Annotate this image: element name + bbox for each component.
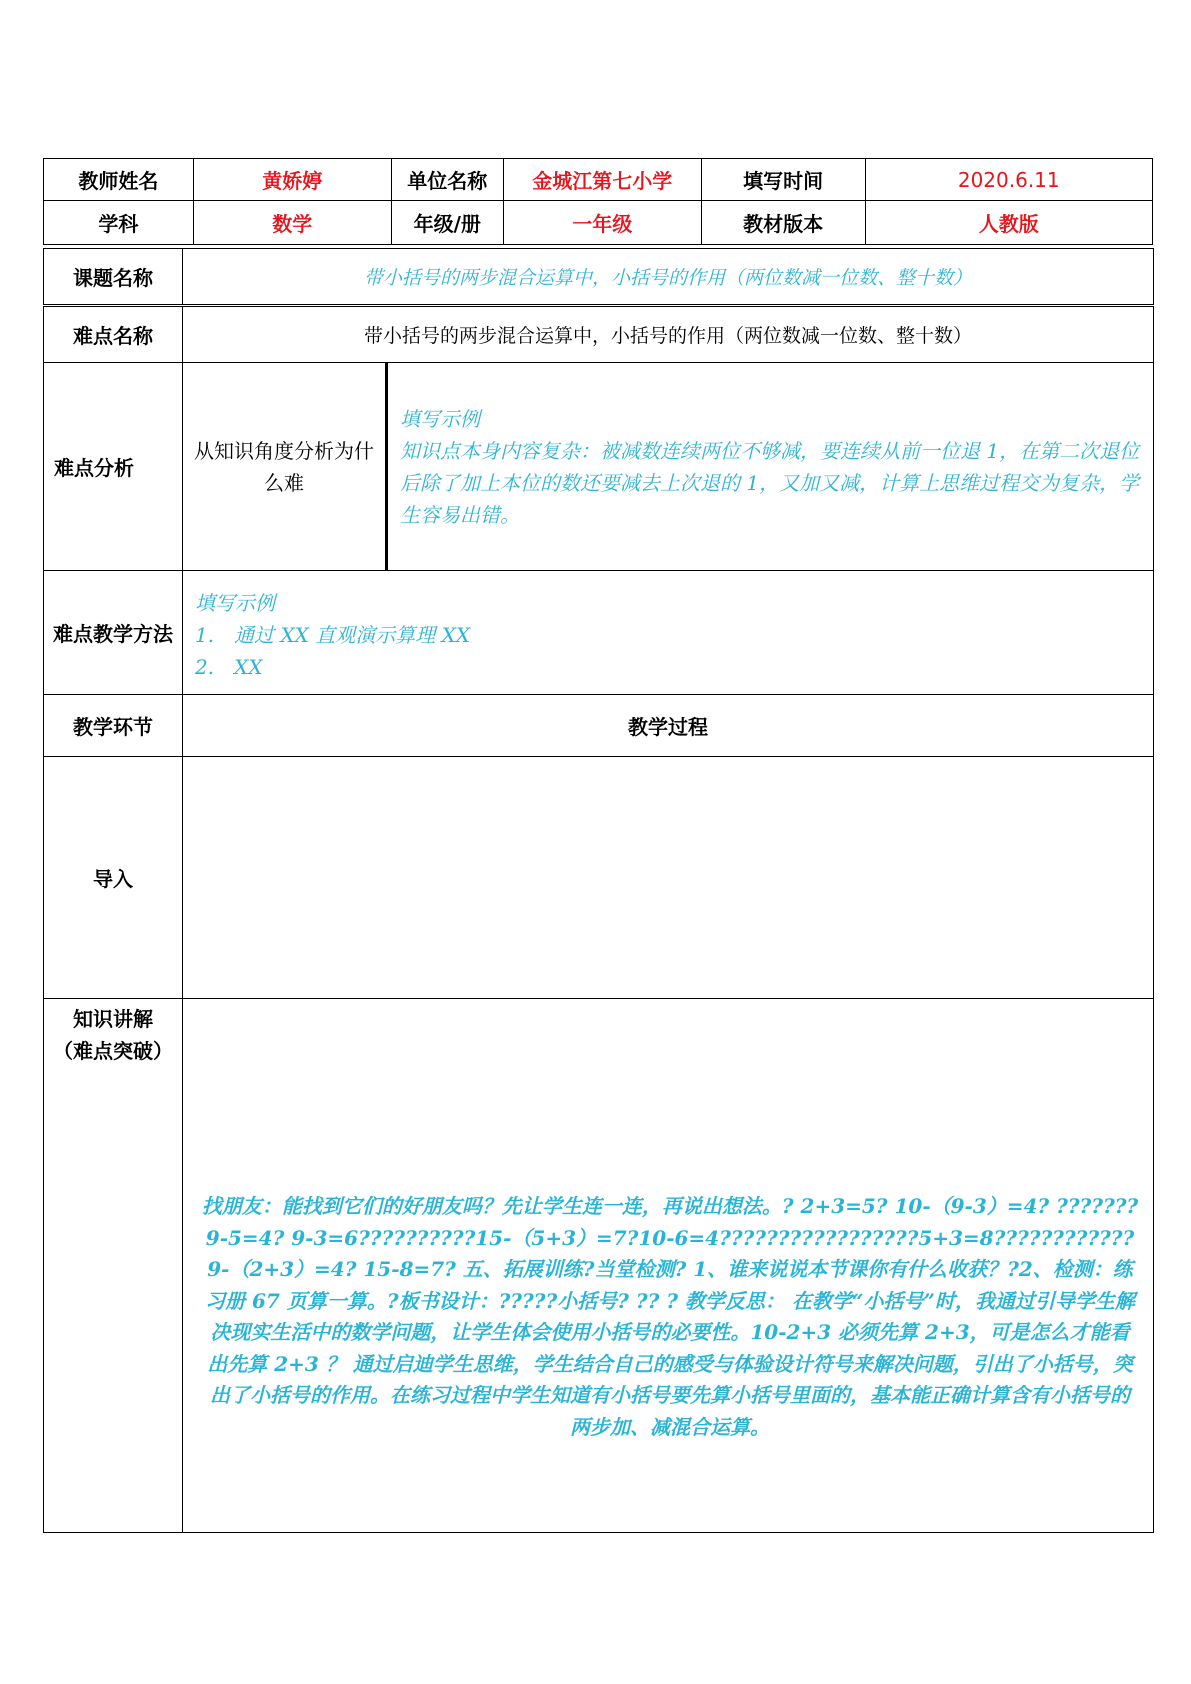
- explanation-label-line2: （难点突破）: [53, 1039, 173, 1063]
- difficulty-label: 难点名称: [44, 307, 183, 363]
- intro-label: 导入: [44, 757, 183, 999]
- explanation-label: [44, 999, 183, 1533]
- analysis-table: [43, 362, 1154, 571]
- date-label: 填写时间: [701, 159, 865, 201]
- analysis-sub-label: 从知识角度分析为什么难: [183, 363, 387, 571]
- topic-label: 课题名称: [44, 249, 183, 305]
- stage-label: 教学环节: [44, 695, 183, 757]
- explanation-table: [43, 998, 1154, 1533]
- date-value: 2020.6.11: [865, 159, 1153, 201]
- unit-label: 单位名称: [391, 159, 503, 201]
- method-item-2: 2. XX: [195, 655, 263, 679]
- method-example: [183, 571, 1154, 695]
- unit-name: 金城江第七小学: [503, 159, 701, 201]
- header-table: [43, 158, 1153, 245]
- method-item-1: 1. 通过 XX 直观演示算理 XX: [195, 623, 471, 647]
- analysis-example: [387, 363, 1154, 571]
- method-table: [43, 570, 1154, 695]
- method-label: 难点教学方法: [44, 571, 183, 695]
- difficulty-value: 带小括号的两步混合运算中，小括号的作用（两位数减一位数、整十数）: [183, 307, 1154, 363]
- topic-table: [43, 248, 1154, 305]
- teacher-name: 黄娇婷: [193, 159, 391, 201]
- explanation-body: 找朋友：能找到它们的好朋友吗？先让学生连一连，再说出想法。? 2+3=5? 10-（9-3）=4? ???????9-5=4? 9-3=6??????????15-（5+3）=7?10-6=4?????????????????5+3=8????????????9-（2+3）=4? 15-8=7? 五、拓展训练?当堂检测? 1、谁来说说本节课你有什么收获？?2、检测：练习册 67 页算一算。?板书设计：?????小括号? ?? ? 教学反思： 在教学“小括号”时，我通过引导学生解决现实生活中的数学问题，让学生体会使用小括号的必要性。10-2+3 必须先算 2+3，可是怎么才能看出先算 2+3 ？ 通过启迪学生思维，学生结合自己的感受与体验设计符号来解决问题，引出了小括号，突出了小括号的作用。在练习过程中学生知道有小括号要先算小括号里面的，基本能正确计算含有小括号的两步加、减混合运算。: [201, 1194, 1139, 1439]
- process-label: 教学过程: [183, 695, 1154, 757]
- edition-label: 教材版本: [701, 201, 865, 245]
- intro-content: [183, 757, 1154, 999]
- method-example-title: 填写示例: [195, 591, 275, 615]
- explanation-label-line1: 知识讲解: [73, 1007, 153, 1031]
- edition-value: 人教版: [865, 201, 1153, 245]
- subject-value: 数学: [193, 201, 391, 245]
- analysis-label: 难点分析: [44, 363, 183, 571]
- analysis-example-title: 填写示例: [400, 406, 480, 431]
- difficulty-table: [43, 306, 1154, 363]
- teacher-label: 教师姓名: [44, 159, 194, 201]
- grade-value: 一年级: [503, 201, 701, 245]
- grade-label: 年级/册: [391, 201, 503, 245]
- subject-label: 学科: [44, 201, 194, 245]
- explanation-content: [183, 999, 1154, 1533]
- analysis-example-text: 知识点本身内容复杂：被减数连续两位不够减，要连续从前一位退 1，在第二次退位后除了加上本位的数还要减去上次退的 1，又加又减，计算上思维过程交为复杂，学生容易出错。: [400, 438, 1140, 527]
- topic-value: 带小括号的两步混合运算中，小括号的作用（两位数减一位数、整十数）: [183, 249, 1154, 305]
- intro-table: [43, 756, 1154, 999]
- process-header-table: [43, 694, 1154, 757]
